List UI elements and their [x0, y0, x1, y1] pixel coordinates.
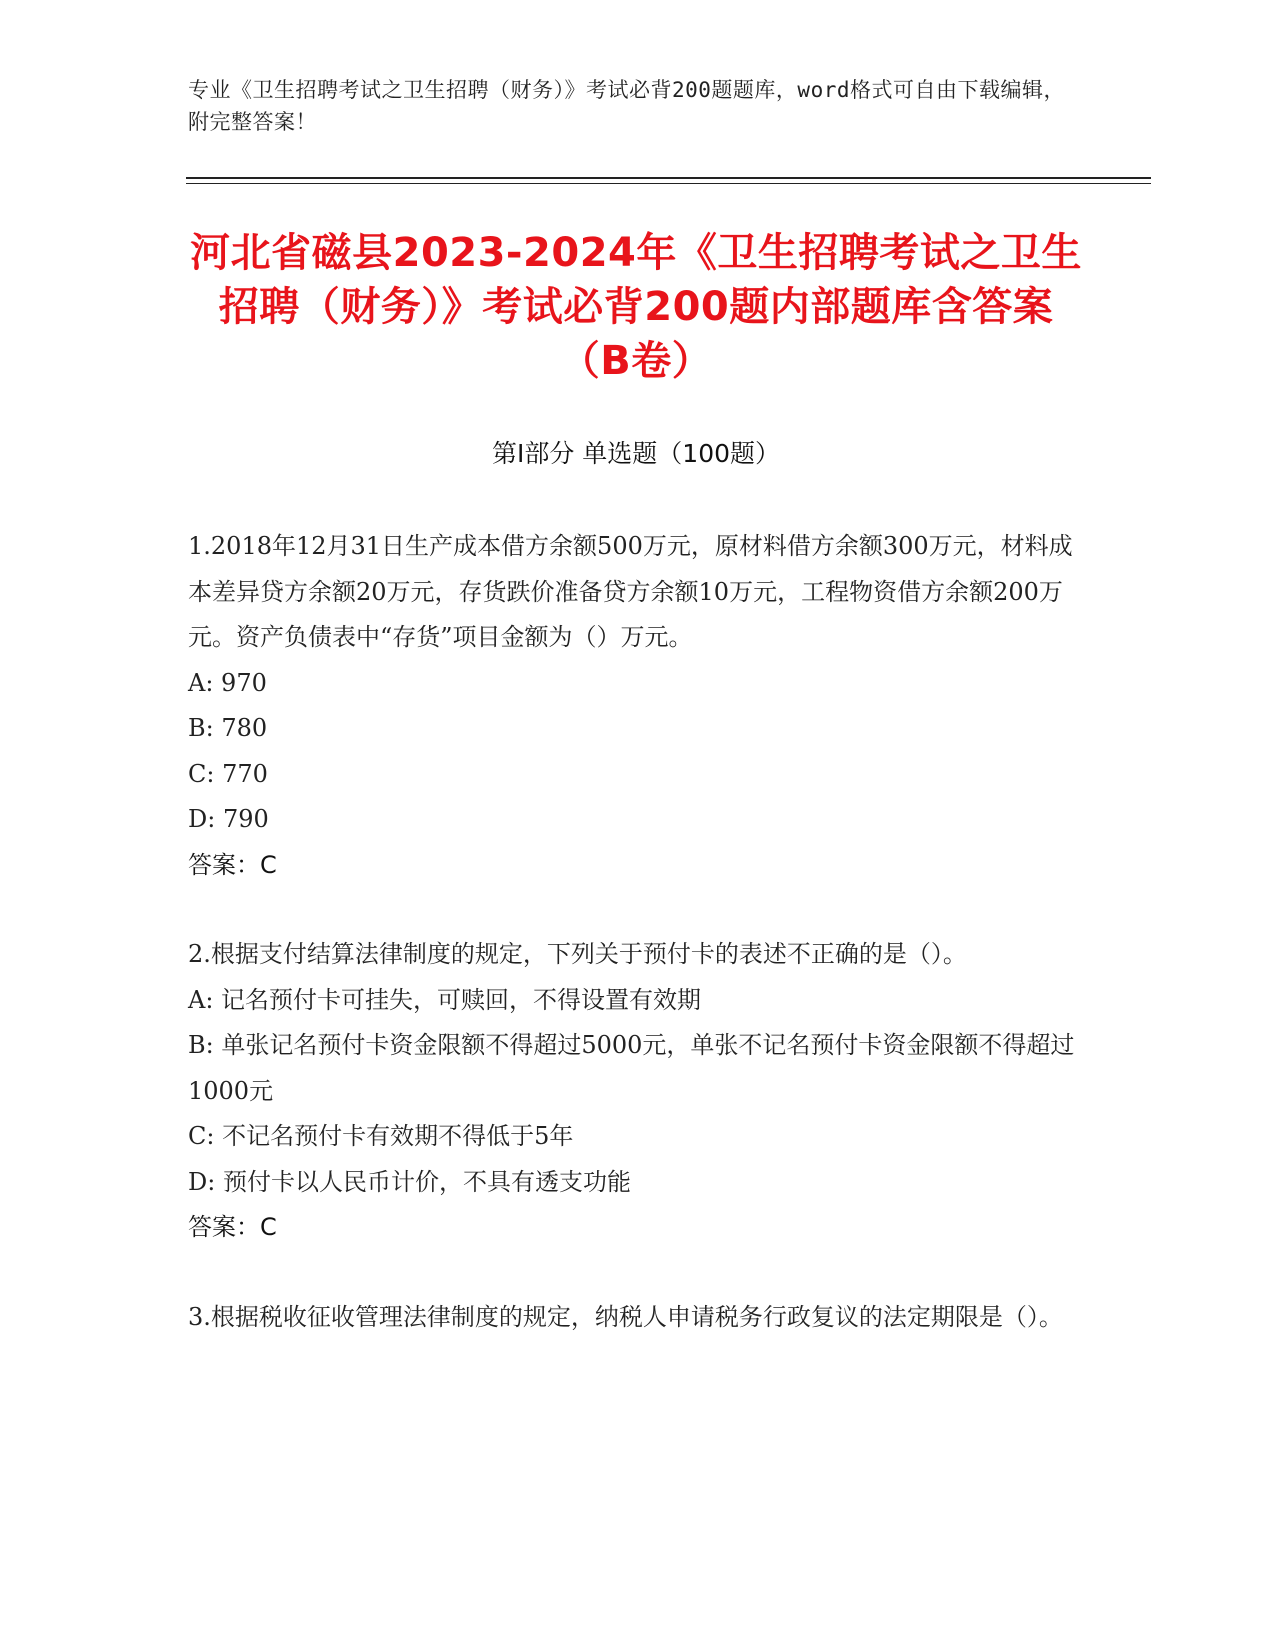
- question-3: [188, 1295, 1078, 1341]
- option-a: A: 记名预付卡可挂失，可赎回，不得设置有效期: [188, 985, 702, 1014]
- question-stem: 1.2018年12月31日生产成本借方余额500万元，原材料借方余额300万元，材料成本差异贷方余额20万元，存货跌价准备贷方余额10万元，工程物资借方余额200万元。资产负债表中“存货”项目金额为（）万元。: [188, 532, 1073, 651]
- answer: 答案：C: [188, 850, 277, 879]
- question-stem: 2.根据支付结算法律制度的规定，下列关于预付卡的表述不正确的是（）。: [188, 940, 967, 968]
- section-heading: 第Ⅰ部分 单选题（100题）: [491, 439, 781, 468]
- header-divider-thin: [186, 183, 1151, 184]
- question-1: [188, 524, 1078, 888]
- document-title: 河北省磁县2023-2024年《卫生招聘考试之卫生招聘（财务）》考试必背200题内部题库含答案（B卷）: [190, 230, 1082, 384]
- question-2: [188, 932, 1078, 1251]
- option-c: C: 770: [188, 759, 268, 788]
- option-d: D: 790: [188, 805, 269, 833]
- option-b: B: 780: [188, 714, 268, 742]
- option-d: D: 预付卡以人民币计价，不具有透支功能: [188, 1167, 631, 1196]
- header-note: 专业《卫生招聘考试之卫生招聘（财务）》考试必背200题题库，word格式可自由下载编辑，附完整答案！: [188, 78, 1065, 134]
- option-b: B: 单张记名预付卡资金限额不得超过5000元，单张不记名预付卡资金限额不得超过1000元: [188, 1031, 1075, 1105]
- option-a: A: 970: [188, 668, 267, 697]
- question-stem: 3.根据税收征收管理法律制度的规定，纳税人申请税务行政复议的法定期限是（）。: [188, 1302, 1063, 1331]
- header-divider-thick: [186, 177, 1151, 179]
- answer: 答案：C: [188, 1213, 277, 1241]
- option-c: C: 不记名预付卡有效期不得低于5年: [188, 1122, 574, 1150]
- question-list: [188, 524, 1078, 1384]
